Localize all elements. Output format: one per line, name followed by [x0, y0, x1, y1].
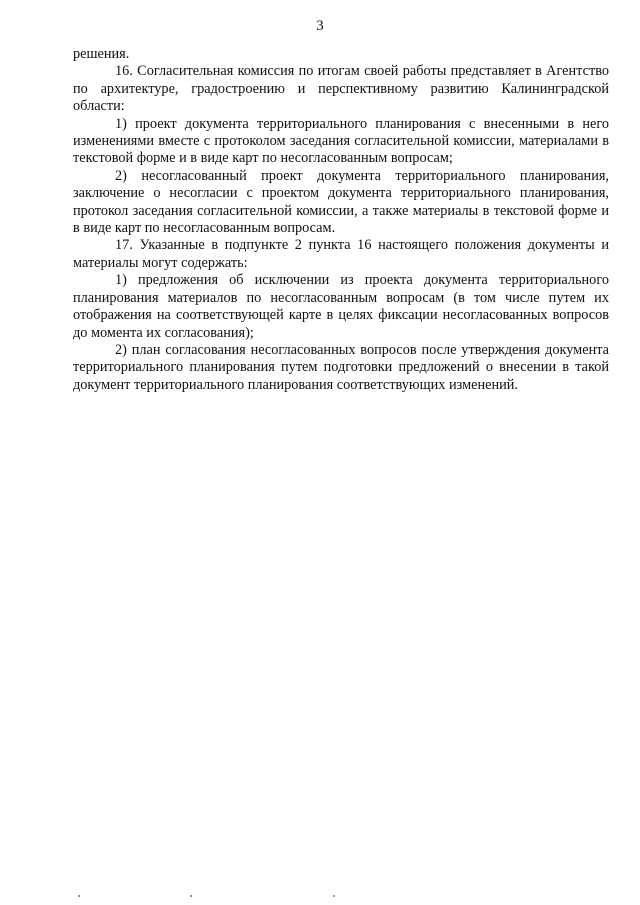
paragraph-17-item-2: 2) план согласования несогласованных вопросов после утверждения документа территориального планирования путем подготовки предложений о внесении в такой документ территориального планирования соответствующих изменений.: [73, 341, 609, 393]
document-body: [73, 46, 609, 394]
scan-dot: [78, 895, 80, 897]
page-number: 3: [316, 18, 324, 34]
paragraph-16-item-1: 1) проект документа территориального планирования с внесенными в него изменениями вместе с протоколом заседания согласительной комиссии, материалами в текстовой форме и в виде карт по несогласованным вопросам;: [73, 115, 609, 167]
paragraph-16: 16. Согласительная комиссия по итогам своей работы представляет в Агентство по архитектуре, градостроению и перспективному развитию Калининградской области:: [73, 63, 609, 115]
scan-dot: [333, 895, 335, 897]
paragraph-17: 17. Указанные в подпункте 2 пункта 16 настоящего положения документы и материалы могут содержать:: [73, 237, 609, 271]
scan-artifact-marks: [0, 893, 640, 899]
paragraph-continuation: решения.: [73, 46, 130, 62]
paragraph-17-item-1: 1) предложения об исключении из проекта документа территориального планирования материалов по несогласованным вопросам (в том числе путем их отображения на соответствующей карте в целях фиксации несогласованных вопросов до момента их согласования);: [73, 272, 609, 341]
paragraph-16-item-2: 2) несогласованный проект документа территориального планирования, заключение о несогласии с проектом документа территориального планирования, протокол заседания согласительной комиссии, а также материалы в текстовой форме и в виде карт по несогласованным вопросам.: [73, 167, 609, 237]
scan-dot: [190, 895, 192, 897]
